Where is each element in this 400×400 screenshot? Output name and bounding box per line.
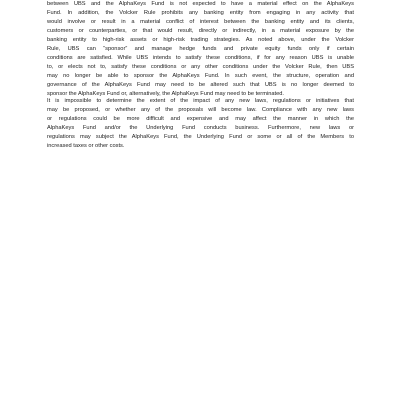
text-line: or regulations could be more difficult and expensive and may affect the manner in which the: [47, 116, 354, 123]
text-line: between UBS and the AlphaKeys Fund is not expected to have a material effect on the AlphaKeys: [47, 1, 354, 7]
text-line: may be proposed, or whether any of the proposals will become law. Compliance with any new laws: [47, 107, 354, 114]
text-line: banking entity to high-risk assets or high-risk trading strategies. As noted above, under the Volcker: [47, 37, 354, 44]
text-line: sponsor the AlphaKeys Fund or, alternatively, the AlphaKeys Fund may need to be terminated.: [47, 91, 285, 98]
body-paragraph-volcker-rule: [47, 0, 354, 100]
text-line: to, or elects not to, satisfy these conditions or any other conditions under the Volcker Rule, then UBS: [47, 64, 354, 71]
text-line: Fund. In addition, the Volcker Rule prohibits any banking entity from engaging in any activity that: [47, 10, 354, 17]
text-line: governance of the AlphaKeys Fund may need to be altered such that UBS is no longer deemed to: [47, 82, 354, 89]
text-line: would involve or result in a material conflict of interest between the banking entity and its clients,: [47, 19, 354, 26]
text-line: conditions are satisfied. While UBS intends to satisfy these conditions, if for any reason UBS is unable: [47, 55, 354, 62]
text-line: regulations may subject the AlphaKeys Fund, the Underlying Fund or some or all of the Members to: [47, 134, 354, 141]
body-paragraph-new-laws: [47, 97, 354, 151]
text-line: customers or counterparties, or that would result, directly or indirectly, in a material exposure by the: [47, 28, 354, 35]
text-line: may no longer be able to sponsor the AlphaKeys Fund. In such event, the structure, operation and: [47, 73, 354, 80]
text-line: It is impossible to determine the extent of the impact of any new laws, regulations or initiatives that: [47, 98, 354, 104]
text-line: AlphaKeys Fund and/or the Underlying Fund conducts business. Furthermore, new laws or: [47, 125, 354, 132]
text-line: Rule, UBS can “sponsor” and manage hedge funds and private equity funds only if certain: [47, 46, 354, 53]
text-line: increased taxes or other costs.: [47, 143, 125, 150]
